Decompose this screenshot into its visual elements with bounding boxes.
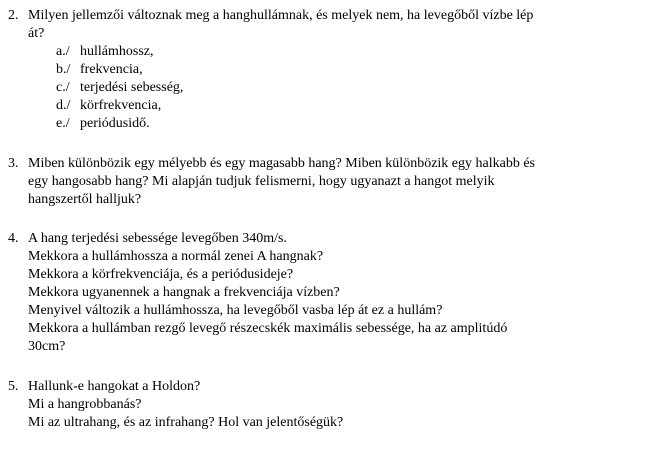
option-text: frekvencia, (80, 62, 143, 77)
question-line: A hang terjedési sebessége levegőben 340m/s. (28, 231, 287, 246)
question-line: egy hangosabb hang? Mi alapján tudjuk felismerni, hogy ugyanazt a hangot melyik (28, 174, 495, 189)
option-item (56, 115, 628, 133)
question-3 (8, 155, 628, 209)
question-5 (8, 378, 628, 432)
question-2 (8, 7, 628, 133)
question-line: hangszertől halljuk? (28, 192, 142, 207)
option-text: terjedési sebesség, (80, 80, 184, 95)
option-item (56, 79, 628, 97)
question-line: Hallunk-e hangokat a Holdon? (28, 379, 201, 394)
question-line: Mekkora a körfrekvenciája, és a periódusideje? (28, 267, 294, 282)
question-number: 5. (8, 379, 19, 394)
option-letter: a./ (56, 44, 70, 59)
option-text: körfrekvencia, (80, 98, 162, 113)
option-item (56, 43, 628, 61)
option-letter: b./ (56, 62, 71, 77)
option-letter: d./ (56, 98, 71, 113)
question-text (28, 378, 628, 432)
option-text: hullámhossz, (80, 44, 154, 59)
option-item (56, 97, 628, 115)
question-line: Miben különbözik egy mélyebb és egy magasabb hang? Miben különbözik egy halkabb és (28, 156, 535, 171)
option-letter: e./ (56, 116, 70, 131)
question-text (28, 155, 628, 209)
question-text (28, 7, 628, 133)
answer-options (56, 43, 628, 133)
question-line: 30cm? (28, 339, 66, 354)
question-line: Mekkora ugyanennek a hangnak a frekvenciája vízben? (28, 285, 340, 300)
question-number: 3. (8, 156, 19, 171)
question-number: 2. (8, 8, 19, 23)
option-item (56, 61, 628, 79)
question-line: Mekkora a hullámhossza a normál zenei A hangnak? (28, 249, 324, 264)
option-text: periódusidő. (80, 116, 150, 131)
question-line: Mekkora a hullámban rezgő levegő részecskék maximális sebessége, ha az amplitúdó (28, 321, 508, 336)
question-line: Milyen jellemzői változnak meg a hanghullámnak, és melyek nem, ha levegőből vízbe lép (28, 8, 534, 23)
question-number: 4. (8, 231, 19, 246)
question-line: Mi az ultrahang, és az infrahang? Hol van jelentőségük? (28, 415, 344, 430)
question-line: át? (28, 26, 45, 41)
question-line: Mi a hangrobbanás? (28, 397, 142, 412)
option-letter: c./ (56, 80, 70, 95)
question-4 (8, 230, 628, 356)
question-text (28, 230, 628, 356)
question-line: Menyivel változik a hullámhossza, ha levegőből vasba lép át ez a hullám? (28, 303, 443, 318)
